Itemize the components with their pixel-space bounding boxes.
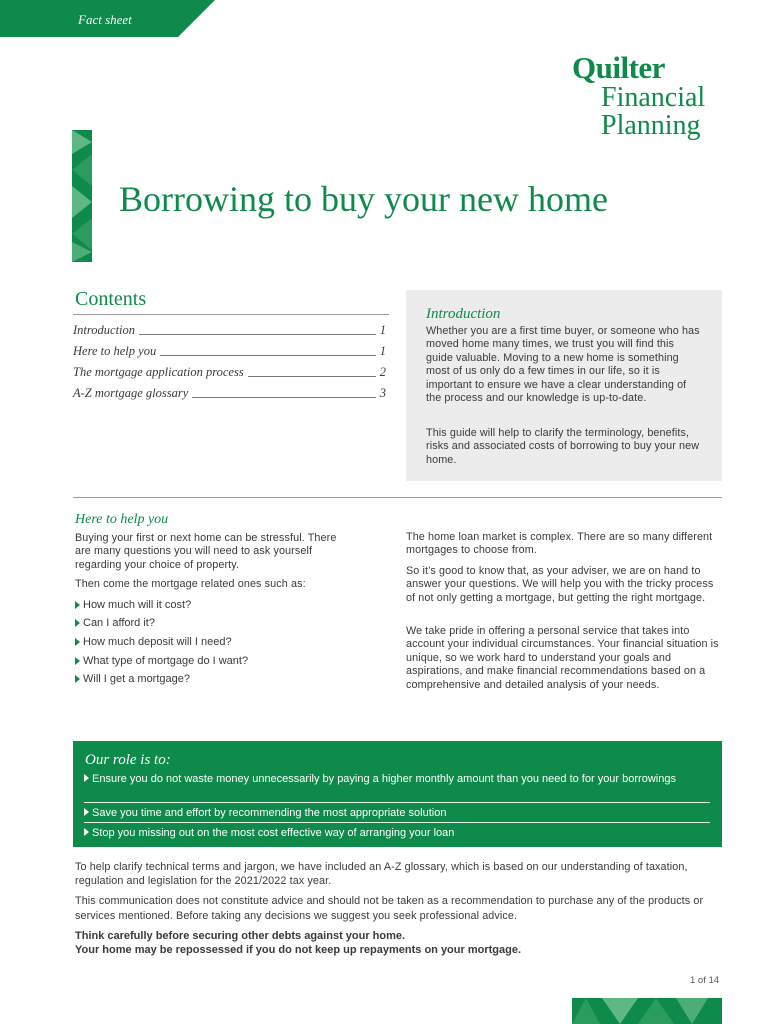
logo-line-1: Quilter (572, 50, 665, 85)
help-heading: Here to help you (75, 512, 169, 527)
help-right-paragraph-3: We take pride in offering a personal service that takes into account your individual circumstances. Your financial situation is unique, so we work hard to understand your goals and aspirations, and make financial recommendations based on a comprehensive and detailed analysis of your needs. (406, 625, 719, 691)
bullet-arrow-icon (75, 638, 80, 646)
glossary-note: To help clarify technical terms and jargon, we have included an A-Z glossary, which is based on our understanding of taxation, regulation and legislation for the 2021/2022 tax year. (75, 861, 688, 887)
fact-sheet-label: Fact sheet (78, 12, 132, 27)
question-item: How much deposit will I need? (75, 636, 232, 648)
toc-item-application-process[interactable] (73, 364, 386, 380)
risk-warning (75, 929, 521, 957)
toc-leader (192, 397, 375, 398)
toc-label: Introduction (73, 323, 136, 337)
role-divider (84, 822, 710, 823)
introduction-paragraph-2: This guide will help to clarify the terminology, benefits, risks and associated costs of borrowing to buy your new home. (426, 427, 700, 466)
bullet-arrow-icon (84, 808, 89, 816)
toc-label: A-Z mortgage glossary (73, 386, 189, 400)
help-right-paragraph-2: So it’s good to know that, as your adviser, we are on hand to answer your questions. We will help you with the tricky process of not only getting a mortgage, but getting the right mortgage. (406, 565, 714, 604)
question-item: What type of mortgage do I want? (75, 655, 248, 667)
toc-page: 3 (379, 386, 386, 400)
question-item: Will I get a mortgage? (75, 673, 190, 685)
bullet-arrow-icon (75, 675, 80, 683)
help-left-paragraph-2: Then come the mortgage related ones such as: (75, 578, 306, 590)
role-item: Save you time and effort by recommending the most appropriate solution (84, 806, 708, 820)
title-accent-band (72, 130, 92, 262)
disclaimer-text: This communication does not constitute advice and should not be taken as a recommendation to purchase any of the products or services mentioned. Before taking any decisions we suggest you seek professional advice. (75, 895, 704, 922)
quilter-logo (572, 52, 712, 140)
toc-page: 1 (379, 323, 386, 337)
toc-label: Here to help you (73, 344, 157, 358)
page-number: 1 of 14 (690, 975, 720, 986)
bullet-arrow-icon (75, 601, 80, 609)
toc-leader (139, 334, 376, 335)
toc-item-here-to-help[interactable] (73, 343, 386, 359)
help-left-paragraph-1: Buying your first or next home can be stressful. There are many questions you will need to ask yourself regarding your choice of property. (75, 532, 337, 571)
section-divider (73, 497, 722, 498)
corner-decoration (572, 998, 722, 1024)
toc-leader (248, 376, 376, 377)
bullet-arrow-icon (84, 774, 89, 782)
role-divider (84, 802, 710, 803)
introduction-heading: Introduction (426, 306, 501, 322)
logo-line-2: Financial (601, 82, 706, 113)
toc-label: The mortgage application process (73, 365, 244, 379)
toc-item-glossary[interactable] (73, 385, 386, 401)
bullet-arrow-icon (75, 657, 80, 665)
introduction-paragraph-1: Whether you are a first time buyer, or someone who has moved home many times, we trust you will find this guide valuable. Moving to a new home is something most of us only do a few times in our life, so it is important to ensure we have a clear understanding of the process and our knowledge is up-to-date. (426, 325, 700, 405)
bullet-arrow-icon (75, 619, 80, 627)
risk-warning-line-2: Your home may be repossessed if you do not keep up repayments on your mortgage. (75, 944, 522, 956)
toc-page: 1 (379, 344, 386, 358)
contents-heading: Contents (75, 288, 147, 310)
role-item: Ensure you do not waste money unnecessarily by paying a higher monthly amount than you need to for your borrowings (84, 772, 708, 786)
contents-divider (73, 314, 389, 315)
role-item: Stop you missing out on the most cost effective way of arranging your loan (84, 826, 708, 840)
bullet-arrow-icon (84, 828, 89, 836)
toc-item-introduction[interactable] (73, 322, 386, 338)
toc-page: 2 (379, 365, 386, 379)
our-role-heading: Our role is to: (85, 752, 171, 768)
logo-line-3: Planning (601, 110, 701, 141)
toc-leader (160, 355, 376, 356)
document-title: Borrowing to buy your new home (119, 179, 608, 219)
risk-warning-line-1: Think carefully before securing other debts against your home. (75, 930, 406, 942)
help-right-paragraph-1: The home loan market is complex. There are so many different mortgages to choose from. (406, 531, 713, 557)
question-item: How much will it cost? (75, 599, 191, 611)
question-item: Can I afford it? (75, 617, 155, 629)
